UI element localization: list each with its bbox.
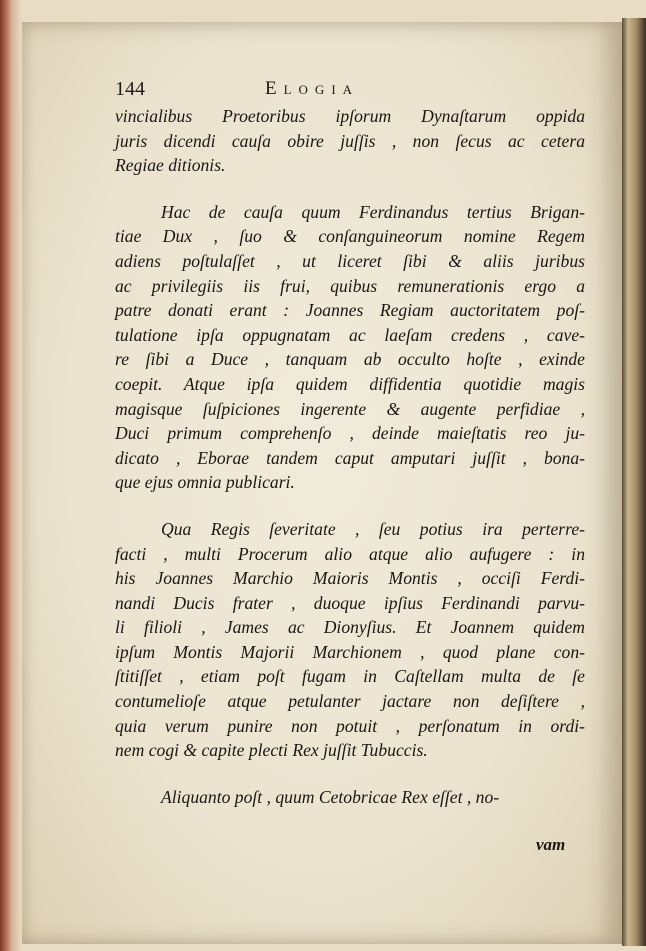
text-line: Hac de cauſa quum Ferdinandus tertius Brigan- — [161, 201, 585, 222]
text-line: magisque ſuſpiciones ingerente & augente perfidiae , — [115, 398, 585, 419]
text-line: Duci primum comprehenſo , deinde maieſtatis reo ju- — [115, 423, 585, 444]
paragraph-gap — [115, 495, 585, 517]
text-line: patre donati erant : Joannes Regiam auctoritatem poſ- — [115, 300, 585, 321]
body-text — [115, 104, 585, 809]
text-line: vincialibus Proetoribus ipſorum Dynaſtarum oppida — [115, 106, 585, 126]
paragraph — [115, 517, 585, 763]
page-header — [115, 78, 585, 104]
page-number: 144 — [115, 78, 145, 100]
text-line: Qua Regis ſeveritate , ſeu potius ira perterre- — [161, 518, 585, 539]
text-line: dicato , Eborae tandem caput amputari juſſit , bona- — [115, 447, 585, 468]
text-line: re ſibi a Duce , tanquam ab occulto hoſte , exinde — [115, 349, 585, 370]
paragraph-gap — [115, 763, 585, 785]
text-line: coepit. Atque ipſa quidem diffidentia quotidie magis — [115, 373, 585, 394]
text-line: contumelioſe atque petulanter jactare non deſiſtere , — [115, 691, 585, 712]
text-line: tiae Dux , ſuo & conſanguineorum nomine Regem — [115, 226, 585, 247]
text-line: his Joannes Marchio Maioris Montis , occiſi Ferdi- — [115, 568, 585, 589]
text-line: Regiae ditionis. — [115, 155, 226, 176]
text-line: adiens poſtulaſſet , ut liceret ſibi & aliis juribus — [115, 250, 585, 271]
text-line: ſtitiſſet , etiam poſt fugam in Caſtellam multa de ſe — [115, 666, 585, 687]
text-line: quia verum punire non potuit , perſonatum in ordi- — [115, 715, 585, 736]
text-line: ac privilegiis iis frui, quibus remunerationis ergo a — [115, 275, 585, 296]
text-line: li filioli , James ac Dionyſius. Et Joannem quidem — [115, 617, 585, 638]
running-head: Elogia — [265, 78, 360, 99]
text-line: nandi Ducis frater , duoque ipſius Ferdinandi parvu- — [115, 592, 585, 613]
text-line: juris dicendi cauſa obire juſſis , non ſecus ac cetera — [115, 130, 585, 151]
text-line: Aliquanto poſt , quum Cetobricae Rex eſſet , no- — [161, 786, 500, 807]
text-line: facti , multi Procerum alio atque alio aufugere : in — [115, 543, 585, 564]
paragraph-gap — [115, 178, 585, 200]
text-line: tulatione ipſa oppugnatam ac laeſam credens , cave- — [115, 324, 585, 345]
paragraph — [115, 200, 585, 495]
paragraph — [115, 104, 585, 178]
text-line: que ejus omnia publicari. — [115, 472, 295, 493]
paragraph — [115, 785, 585, 810]
text-line: ipſum Montis Majorii Marchionem , quod plane con- — [115, 641, 585, 662]
text-line: nem cogi & capite plecti Rex juſſit Tubuccis. — [115, 740, 428, 761]
page-fore-edge — [622, 18, 646, 946]
catchword: vam — [536, 835, 566, 854]
